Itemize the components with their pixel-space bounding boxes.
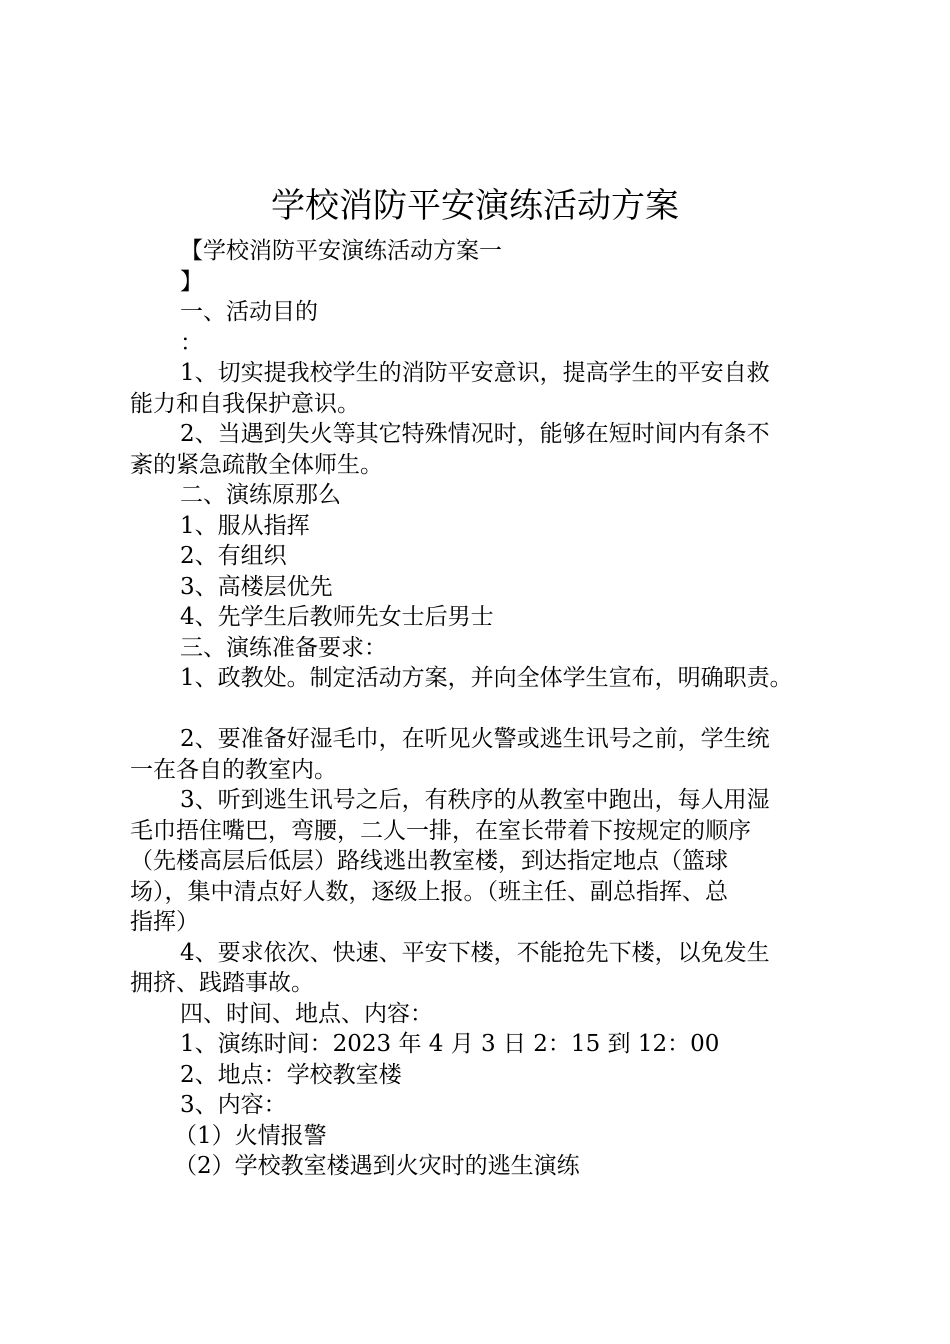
heading-time-place: 四、时间、地点、内容： xyxy=(180,1000,433,1027)
list-item: 2、地点：学校教室楼 xyxy=(180,1061,402,1088)
document-title: 学校消防平安演练活动方案 xyxy=(271,186,679,226)
paragraph-line: 拥挤、践踏事故。 xyxy=(130,970,314,996)
list-item: 3、内容： xyxy=(180,1092,287,1118)
list-item: 2、有组织 xyxy=(180,543,287,569)
heading-preparation: 三、演练准备要求： xyxy=(180,634,387,661)
colon-line: ： xyxy=(180,329,203,356)
list-item: 1、服从指挥 xyxy=(180,512,310,539)
paragraph-line: 紊的紧急疏散全体师生。 xyxy=(130,451,383,478)
document-body xyxy=(130,236,850,1182)
paragraph-line: 1、政教处。制定活动方案，并向全体学生宣布，明确职责。 xyxy=(180,665,793,691)
list-item: 3、高楼层优先 xyxy=(180,573,333,600)
paragraph-line: 指挥） xyxy=(130,909,199,935)
section-header-bracket: 】 xyxy=(180,268,203,295)
blank-line xyxy=(130,694,850,725)
paragraph-line: 3、听到逃生讯号之后，有秩序的从教室中跑出，每人用湿 xyxy=(180,787,770,813)
section-header-line: 【学校消防平安演练活动方案一 xyxy=(180,238,502,264)
sub-list-item: （2）学校教室楼遇到火灾时的逃生演练 xyxy=(174,1153,580,1179)
paragraph-line: 1、切实提我校学生的消防平安意识，提高学生的平安自救 xyxy=(180,360,770,386)
paragraph-line: （先楼高层后低层）路线逃出教室楼，到达指定地点（篮球 xyxy=(130,848,728,874)
list-item: 4、先学生后教师先女士后男士 xyxy=(180,604,494,630)
paragraph-line: 一在各自的教室内。 xyxy=(130,756,337,783)
paragraph-line: 4、要求依次、快速、平安下楼，不能抢先下楼，以免发生 xyxy=(180,939,770,966)
heading-purpose: 一、活动目的 xyxy=(180,299,318,325)
list-item: 1、演练时间：2023 年 4 月 3 日 2：15 到 12：00 xyxy=(180,1031,720,1057)
paragraph-line: 2、要准备好湿毛巾，在听见火警或逃生讯号之前，学生统 xyxy=(180,726,770,752)
paragraph-line: 能力和自我保护意识。 xyxy=(130,390,360,417)
paragraph-line: 2、当遇到失火等其它特殊情况时，能够在短时间内有条不 xyxy=(180,421,770,447)
sub-list-item: （1）火情报警 xyxy=(174,1122,327,1149)
heading-principles: 二、演练原那么 xyxy=(180,482,341,508)
paragraph-line: 场），集中清点好人数，逐级上报。（班主任、副总指挥、总 xyxy=(130,878,728,905)
paragraph-line: 毛巾捂住嘴巴，弯腰，二人一排，在室长带着下按规定的顺序 xyxy=(130,817,751,844)
